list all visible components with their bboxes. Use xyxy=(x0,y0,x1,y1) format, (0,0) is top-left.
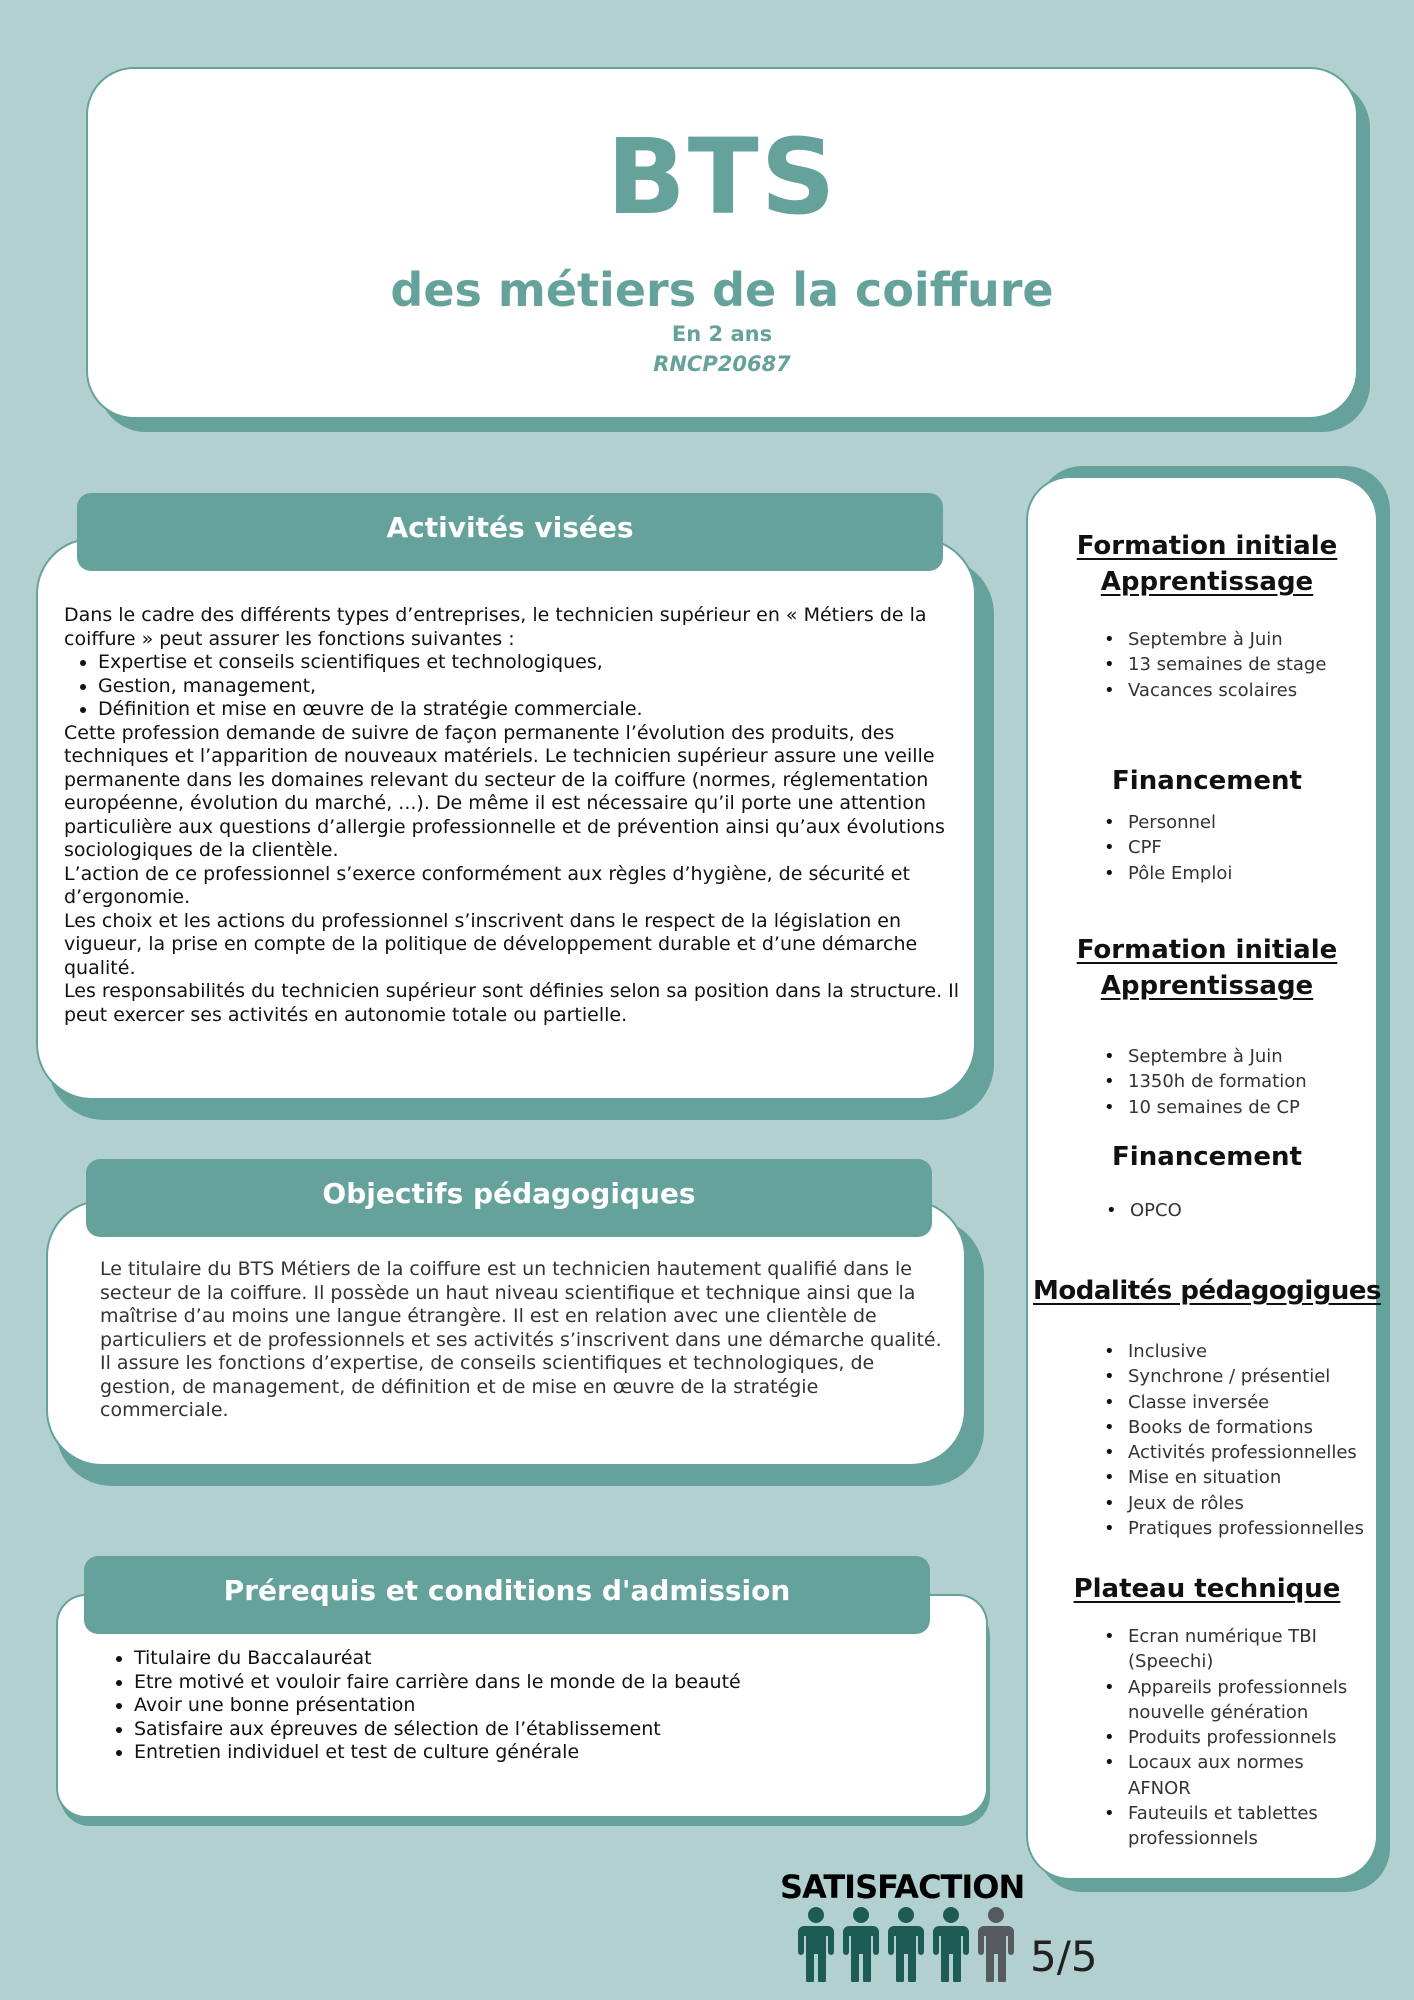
person-icon xyxy=(794,1906,838,1982)
sidebar-heading-financement-1: Financement xyxy=(1112,766,1302,796)
list-item: • Vacances scolaires xyxy=(1128,678,1326,703)
list-item: • Classe inversée xyxy=(1128,1390,1364,1415)
objectifs-text: Le titulaire du BTS Métiers de la coiffure est un technicien hautement qualifié dans le secteur de la coiffure. Il possède un haut niveau scientifique et technique ainsi que la maîtrise d’au moins une langue étrangère. Il est en relation avec une clientèle de particuliers et de professionnels et ses activités s’inscrivent dans une démarche qualité. Il assure les fonctions d’expertise, de conseils scientifiques et technologiques, de gestion, de management, de définition et de mise en œuvre de la stratégie commerciale. xyxy=(100,1258,942,1421)
header-card xyxy=(86,67,1358,419)
list-item: • Entretien individuel et test de culture générale xyxy=(134,1741,960,1765)
list-item: • CPF xyxy=(1128,835,1232,860)
activites-title: Activités visées xyxy=(386,511,634,544)
list-item: • Titulaire du Baccalauréat xyxy=(134,1647,960,1671)
list-item: • Septembre à Juin xyxy=(1128,627,1326,652)
objectifs-body xyxy=(100,1258,948,1423)
list-item: • Etre motivé et vouloir faire carrière dans le monde de la beauté xyxy=(134,1671,960,1695)
heading-line: Apprentissage xyxy=(1100,567,1314,597)
objectifs-title-bar xyxy=(86,1159,932,1237)
list-item: • Locaux aux normes AFNOR xyxy=(1128,1750,1368,1801)
list-item: • Pôle Emploi xyxy=(1128,861,1232,886)
person-icon xyxy=(974,1906,1018,1982)
list-item: • 10 semaines de CP xyxy=(1128,1095,1307,1120)
activites-list xyxy=(64,651,964,722)
activites-title-bar xyxy=(77,493,943,571)
list-item: • Définition et mise en œuvre de la stratégie commerciale. xyxy=(98,698,964,722)
list-item: • 13 semaines de stage xyxy=(1128,652,1326,677)
sidebar-list-formation-1 xyxy=(1128,627,1326,703)
heading-line: Formation initiale xyxy=(1076,935,1338,965)
prerequis-body xyxy=(100,1647,960,1765)
list-item: • Gestion, management, xyxy=(98,675,964,699)
activites-body xyxy=(64,604,964,1027)
list-item: • Produits professionnels xyxy=(1128,1725,1368,1750)
list-item: • Synchrone / présentiel xyxy=(1128,1364,1364,1389)
sidebar-heading-formation-2 xyxy=(1026,932,1388,1004)
list-item: • Activités professionnelles xyxy=(1128,1440,1364,1465)
satisfaction-label: SATISFACTION xyxy=(780,1868,1025,1906)
sidebar-list-plateau xyxy=(1128,1624,1368,1852)
activites-paragraph: Cette profession demande de suivre de façon permanente l’évolution des produits, des techniques et l’apparition de nouveaux matériels. Le technicien supérieur assure une veille permanente dans les domaines relevant du secteur de la coiffure (normes, réglementation européenne, évolution du marché, ...). De même il est nécessaire qu’il porte une attention particulière aux questions d’allergie professionnelle et de prévention ainsi qu’aux évolutions sociologiques de la clientèle. xyxy=(64,721,945,861)
list-item: • Expertise et conseils scientifiques et technologiques, xyxy=(98,651,964,675)
sidebar-heading-formation-1 xyxy=(1026,528,1388,600)
list-item: • Inclusive xyxy=(1128,1339,1364,1364)
list-item: • 1350h de formation xyxy=(1128,1069,1307,1094)
page-subtitle: des métiers de la coiffure xyxy=(390,263,1054,317)
list-item: • Avoir une bonne présentation xyxy=(134,1694,960,1718)
sidebar-heading-plateau: Plateau technique xyxy=(1073,1574,1341,1604)
list-item: • Mise en situation xyxy=(1128,1465,1364,1490)
sidebar-list-financement-2 xyxy=(1130,1198,1182,1223)
list-item: • OPCO xyxy=(1130,1198,1182,1223)
activites-paragraph: Les responsabilités du technicien supérieur sont définies selon sa position dans la structure. Il peut exercer ses activités en autonomie totale ou partielle. xyxy=(64,980,960,1026)
objectifs-title: Objectifs pédagogiques xyxy=(322,1177,696,1210)
person-icon xyxy=(839,1906,883,1982)
duration-label: En 2 ans xyxy=(671,322,773,346)
activites-paragraph: Les choix et les actions du professionnel s’inscrivent dans le respect de la législation en vigueur, la prise en compte de la politique de développement durable et d’une démarche qualité. xyxy=(64,909,918,979)
prerequis-title-bar xyxy=(84,1556,930,1634)
person-icon xyxy=(929,1906,973,1982)
prerequis-list xyxy=(100,1647,960,1765)
list-item: • Books de formations xyxy=(1128,1415,1364,1440)
person-icon xyxy=(884,1906,928,1982)
sidebar-heading-modalites: Modalités pédagogigues xyxy=(1033,1276,1381,1306)
activites-paragraph: L’action de ce professionnel s’exerce conformément aux règles d’hygiène, de sécurité et d’ergonomie. xyxy=(64,862,910,908)
list-item: • Appareils professionnels nouvelle génération xyxy=(1128,1675,1368,1726)
list-item: • Septembre à Juin xyxy=(1128,1044,1307,1069)
list-item: • Ecran numérique TBI (Speechi) xyxy=(1128,1624,1368,1675)
sidebar-list-modalites xyxy=(1128,1339,1364,1541)
prerequis-title: Prérequis et conditions d'admission xyxy=(223,1574,791,1607)
heading-line: Apprentissage xyxy=(1100,971,1314,1001)
rncp-code: RNCP20687 xyxy=(653,352,791,376)
list-item: • Pratiques professionnelles xyxy=(1128,1516,1364,1541)
list-item: • Satisfaire aux épreuves de sélection de l’établissement xyxy=(134,1718,960,1742)
sidebar-list-financement-1 xyxy=(1128,810,1232,886)
list-item: • Jeux de rôles xyxy=(1128,1491,1364,1516)
heading-line: Formation initiale xyxy=(1076,531,1338,561)
satisfaction-score: 5/5 xyxy=(1030,1932,1098,1981)
sidebar-list-formation-2 xyxy=(1128,1044,1307,1120)
sidebar-heading-financement-2: Financement xyxy=(1112,1142,1302,1172)
activites-intro: Dans le cadre des différents types d’entreprises, le technicien supérieur en « Métiers de la coiffure » peut assurer les fonctions suivantes : xyxy=(64,604,927,650)
list-item: • Personnel xyxy=(1128,810,1232,835)
page-title: BTS xyxy=(606,116,838,238)
list-item: • Fauteuils et tablettes professionnels xyxy=(1128,1801,1368,1852)
